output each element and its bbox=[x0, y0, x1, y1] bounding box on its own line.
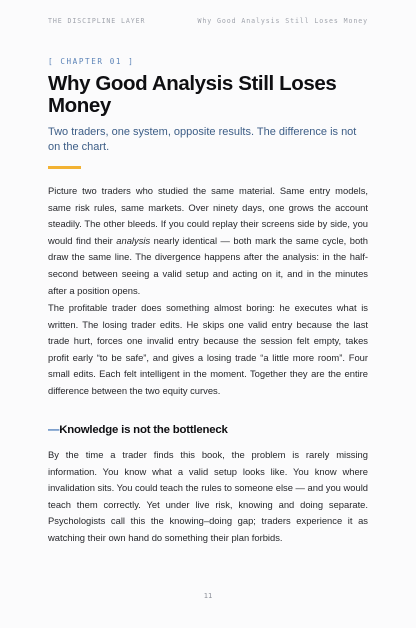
chapter-title: Why Good Analysis Still Loses Money bbox=[48, 72, 337, 117]
accent-rule bbox=[48, 166, 81, 169]
body-paragraph-2: The profitable trader does something almost boring: he executes what is written. The losing trader edits. He skips one valid entry because the last trade hurt, forces one invalid entry because the session felt empty, takes profit early “to be safe”, and gives a losing trade “a little more room”. Four small edits. Each felt intelligent in the moment. Together they are the entire difference between the two equity curves. bbox=[48, 302, 368, 396]
chapter-tag: [ CHAPTER 01 ] bbox=[48, 57, 135, 66]
running-head-book-title: THE DISCIPLINE LAYER bbox=[48, 17, 146, 25]
body-paragraph-3: By the time a trader finds this book, the problem is rarely missing information. You know what a valid setup looks like. You know where invalidation sits. You could teach the rules to someone else — and you would teach them correctly. Yet under live risk, knowing and doing separate. Psychologists call this the knowing–doing gap; traders experience it as watching their own hand do something their plan forbids. bbox=[48, 449, 368, 543]
chapter-subtitle: Two traders, one system, opposite results. The difference is not on the chart. bbox=[48, 126, 357, 154]
running-head bbox=[48, 17, 368, 25]
section-heading-text: Knowledge is not the bottleneck bbox=[59, 424, 228, 436]
paragraph-1-text-before: Picture two traders who studied the same material. Same entry models, same risk rules, same markets. Over ninety days, one grows the account steadily. The other bleeds. If you could replay their screens side by side, you would find their bbox=[48, 185, 368, 246]
running-head-chapter-title: Why Good Analysis Still Loses Money bbox=[197, 17, 368, 25]
paragraph-1-text-after: nearly identical — both mark the same cycle, both draw the same line. The divergence happens after the analysis: in the half-second between seeing a valid setup and acting on it, and in the minutes after a position opens. bbox=[48, 234, 368, 296]
page-number: 11 bbox=[203, 592, 213, 600]
paragraph-1-emphasis: analysis bbox=[116, 234, 151, 246]
section-heading bbox=[48, 424, 228, 436]
section-heading-dash: — bbox=[48, 424, 60, 436]
body-paragraph-1 bbox=[48, 183, 368, 299]
